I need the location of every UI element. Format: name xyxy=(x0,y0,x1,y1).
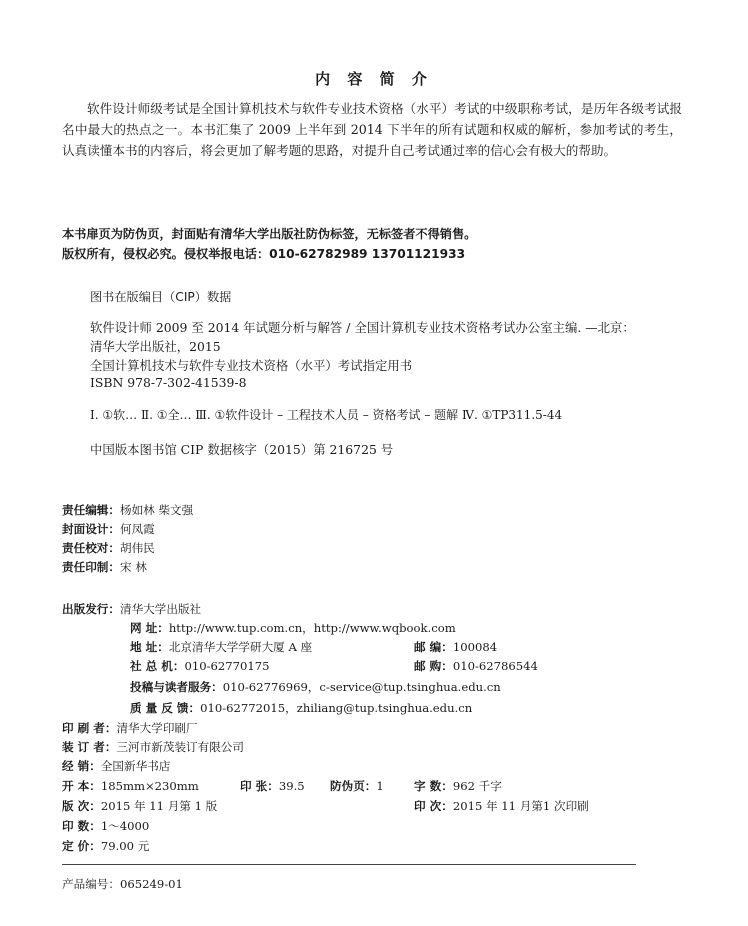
switchboard-label: 社 总 机： xyxy=(130,659,185,673)
publisher-row xyxy=(62,598,201,617)
sheets-row xyxy=(240,775,305,794)
switchboard-row xyxy=(130,655,270,674)
page-title: 内 容 简 介 xyxy=(315,70,433,88)
switchboard-value: 010-62770175 xyxy=(184,659,270,673)
mail-order-value: 010-62786544 xyxy=(452,659,538,673)
credit-print-value: 宋 林 xyxy=(119,560,147,574)
publisher-label: 出版发行： xyxy=(62,602,120,616)
distributor-label: 经 销： xyxy=(62,759,101,773)
credit-proof xyxy=(62,537,155,556)
price-row xyxy=(62,835,149,854)
edition-value: 2015 年 11 月第 1 版 xyxy=(100,799,218,813)
copies-label: 印 数： xyxy=(62,819,101,833)
postcode-row xyxy=(414,636,497,655)
cip-classification: Ⅰ. ①软… Ⅱ. ①全… Ⅲ. ①软件设计 – 工程技术人员 – 资格考试 – 题解 Ⅳ. ①TP311.5-44 xyxy=(90,408,563,422)
word-count-value: 962 千字 xyxy=(452,779,502,793)
edition-label: 版 次： xyxy=(62,799,101,813)
format-value: 185mm×230mm xyxy=(100,779,199,793)
price-label: 定 价： xyxy=(62,839,101,853)
credit-editor-label: 责任编辑： xyxy=(62,503,120,517)
binder-label: 装 订 者： xyxy=(62,740,117,754)
cip-line-1: 软件设计师 2009 至 2014 年试题分析与解答 / 全国计算机专业技术资格考试办公室主编. —北京： xyxy=(90,320,635,335)
price-value: 79.00 元 xyxy=(100,839,150,853)
sheets-label: 印 张： xyxy=(240,779,279,793)
reader-service-value: 010-62776969，c-service@tup.tsinghua.edu.cn xyxy=(222,680,501,694)
anti-fake-row xyxy=(330,775,384,794)
cip-isbn: ISBN 978-7-302-41539-8 xyxy=(90,375,247,390)
address-label: 地 址： xyxy=(130,640,169,654)
credit-editor-value: 杨如林 柴文强 xyxy=(119,503,194,517)
mail-order-row xyxy=(414,655,538,674)
anti-fake-label: 防伪页： xyxy=(330,779,377,793)
format-label: 开 本： xyxy=(62,779,101,793)
quality-feedback-row xyxy=(130,697,472,716)
postcode-value: 100084 xyxy=(452,640,498,654)
product-code: 产品编号：065249-01 xyxy=(62,877,183,891)
binder-value: 三河市新茂装订有限公司 xyxy=(116,740,244,754)
printing-row xyxy=(414,795,589,814)
anti-fake-value: 1 xyxy=(376,779,384,793)
cip-line-2: 清华大学出版社，2015 xyxy=(90,339,221,354)
word-count-row xyxy=(414,775,502,794)
printing-label: 印 次： xyxy=(414,799,453,813)
cip-heading: 图书在版编目（CIP）数据 xyxy=(90,290,232,304)
quality-feedback-label: 质 量 反 馈： xyxy=(130,701,201,715)
distributor-value: 全国新华书店 xyxy=(100,759,171,773)
copies-row xyxy=(62,815,149,834)
edition-row xyxy=(62,795,217,814)
credit-print xyxy=(62,556,147,575)
website-label: 网 址： xyxy=(130,621,169,635)
credit-cover-label: 封面设计： xyxy=(62,522,120,536)
format-row xyxy=(62,775,199,794)
printer-row xyxy=(62,717,198,736)
printer-label: 印 刷 者： xyxy=(62,721,117,735)
printing-value: 2015 年 11 月第1 次印刷 xyxy=(452,799,589,813)
credit-editor xyxy=(62,499,193,518)
credit-cover-value: 何凤霞 xyxy=(119,522,155,536)
copyright-notice: 版权所有，侵权必究。侵权举报电话：010-62782989 13701121933 xyxy=(62,247,466,261)
anti-counterfeit-notice: 本书扉页为防伪页，封面贴有清华大学出版社防伪标签，无标签者不得销售。 xyxy=(62,227,477,241)
address-value: 北京清华大学学研大厦 A 座 xyxy=(168,640,313,654)
printer-value: 清华大学印刷厂 xyxy=(116,721,198,735)
word-count-label: 字 数： xyxy=(414,779,453,793)
publisher-value: 清华大学出版社 xyxy=(119,602,202,616)
credit-cover xyxy=(62,518,155,537)
address-row xyxy=(130,636,312,655)
reader-service-row xyxy=(130,676,501,695)
distributor-row xyxy=(62,755,170,774)
website-row xyxy=(130,617,456,636)
intro-paragraph: 软件设计师级考试是全国计算机技术与软件专业技术资格（水平）考试的中级职称考试，是历年各级考试报名中最大的热点之一。本书汇集了 2009 上半年到 2014 下半年的所有试题和权威的解析，参加考试的考生，认真读懂本书的内容后，将会更加了解考题的思路，对提升自己考试通过率的信心会有极大的帮助。 xyxy=(62,101,682,158)
credit-proof-label: 责任校对： xyxy=(62,541,120,555)
website-value: http://www.tup.com.cn，http://www.wqbook.com xyxy=(168,621,456,635)
sheets-value: 39.5 xyxy=(278,779,305,793)
footer-divider xyxy=(62,864,636,865)
credit-proof-value: 胡伟民 xyxy=(119,541,155,555)
copies-value: 1～4000 xyxy=(100,819,150,833)
credit-print-label: 责任印制： xyxy=(62,560,120,574)
cip-number: 中国版本图书馆 CIP 数据核字（2015）第 216725 号 xyxy=(90,442,394,457)
reader-service-label: 投稿与读者服务： xyxy=(130,680,223,694)
cip-line-3: 全国计算机技术与软件专业技术资格（水平）考试指定用书 xyxy=(90,358,413,373)
mail-order-label: 邮 购： xyxy=(414,659,453,673)
quality-feedback-value: 010-62772015，zhiliang@tup.tsinghua.edu.cn xyxy=(200,701,473,715)
binder-row xyxy=(62,736,244,755)
postcode-label: 邮 编： xyxy=(414,640,453,654)
